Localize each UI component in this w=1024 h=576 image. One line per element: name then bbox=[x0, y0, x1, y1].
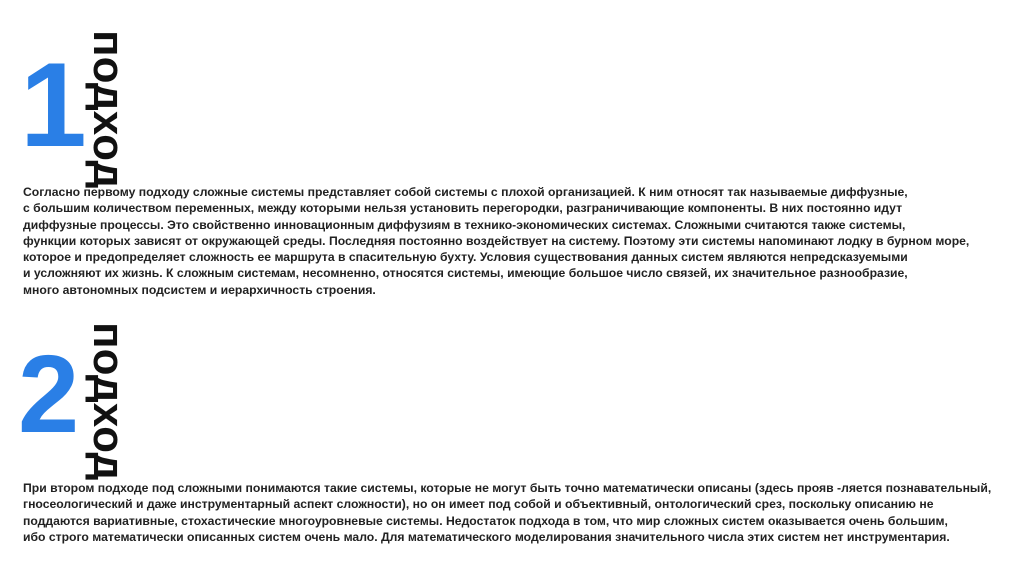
approach-1-heading: подход bbox=[84, 30, 133, 189]
approach-1-line: функции которых зависят от окружающей среды. Последняя постоянно воздействует на систему. Поэтому эти системы напоминают лодку в бурном море, bbox=[23, 233, 970, 248]
approach-2-number: 2 bbox=[18, 333, 80, 456]
approach-2-paragraph bbox=[23, 480, 1023, 545]
approach-1-line: которое и предопределяет сложность ее маршрута в спасительную бухту. Условия существования данных систем являются непредсказуемыми bbox=[23, 250, 908, 265]
approach-1-number: 1 bbox=[20, 38, 83, 172]
approach-2-line: гносеологический и даже инструментарный аспект сложности), но он имеет под собой и объективный, онтологический срез, поскольку описанию не bbox=[23, 497, 934, 512]
approach-2-line: ибо строго математически описанных систем очень мало. Для математического моделирования значительного числа этих систем нет инструментария. bbox=[23, 529, 950, 544]
approach-1-line: и усложняют их жизнь. К сложным системам, несомненно, относятся системы, имеющие большое число связей, их значительное разнообразие, bbox=[23, 266, 908, 281]
approach-2-line: поддаются вариативные, стохастические многоуровневые системы. Недостаток подхода в том, что мир сложных систем оказывается очень большим, bbox=[23, 513, 948, 528]
approach-1-line: много автономных подсистем и иерархичность строения. bbox=[23, 282, 376, 297]
approach-1-line: с большим количеством переменных, между которыми нельзя установить перегородки, разграничивающие компоненты. В них постоянно идут bbox=[23, 201, 903, 216]
approach-1-line: Согласно первому подходу сложные системы представляет собой системы с плохой организацией. К ним относят так называемые диффузные, bbox=[23, 185, 908, 199]
approach-2-line: При втором подходе под сложными понимаются такие системы, которые не могут быть точно математически описаны (здесь прояв -ляется познавательный, bbox=[23, 481, 992, 495]
approach-1-paragraph bbox=[23, 184, 1013, 298]
approach-2-heading: подход bbox=[84, 322, 133, 481]
approach-1-line: диффузные процессы. Это свойственно инновационным диффузиям в технико-экономических системах. Сложными считаются также системы, bbox=[23, 217, 906, 232]
